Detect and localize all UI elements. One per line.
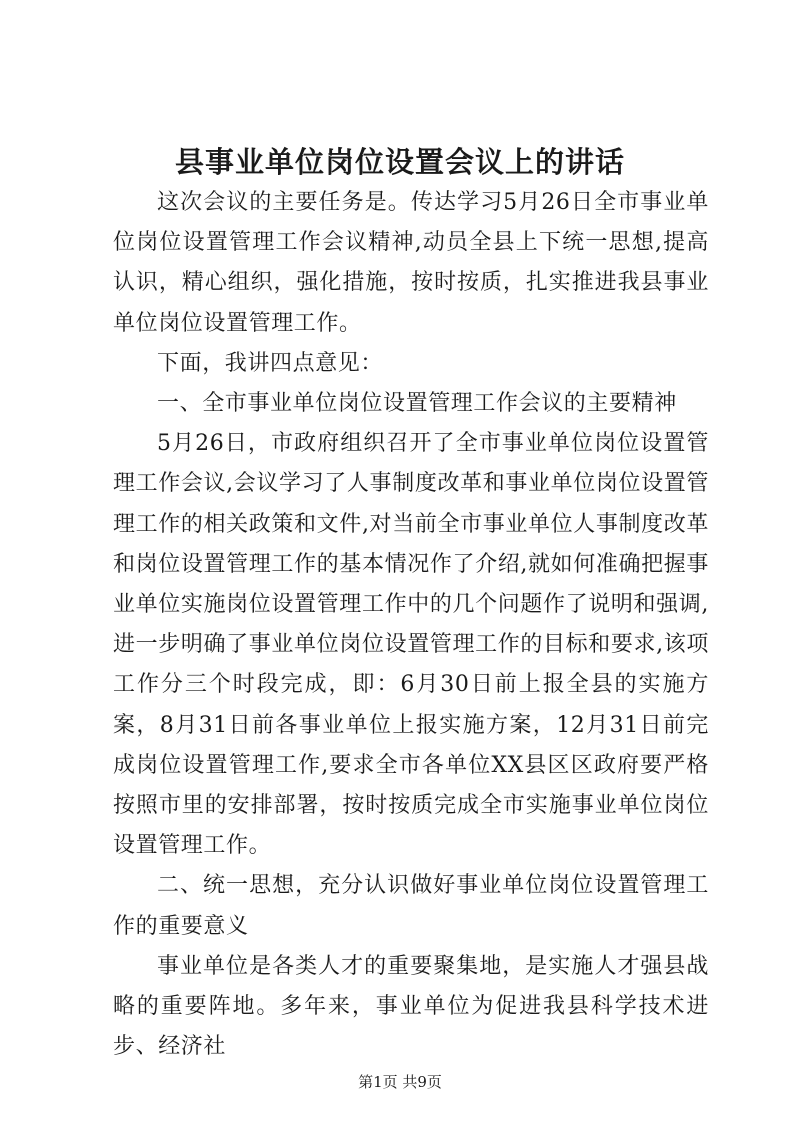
page-footer: 第1页 共9页 [358,1073,442,1091]
document-body [113,183,709,1067]
paragraph-intro: 这次会议的主要任务是。传达学习5月26日全市事业单位岗位设置管理工作会议精神,动员全县上下统一思想,提高认识，精心组织，强化措施，按时按质，扎实推进我县事业单位岗位设置管理工作。 [113,190,709,336]
paragraph-outline: 下面，我讲四点意见： [157,350,384,376]
section-heading-2: 二、统一思想，充分认识做好事业单位岗位设置管理工作的重要意义 [113,873,709,939]
document-title: 县事业单位岗位设置会议上的讲话 [174,145,625,179]
paragraph-section-1: 5月26日，市政府组织召开了全市事业单位岗位设置管理工作会议,会议学习了人事制度改革和事业单位岗位设置管理工作的相关政策和文件,对当前全市事业单位人事制度改革和岗位设置管理工作的基本情况作了介绍,就如何准确把握事业单位实施岗位设置管理工作中的几个问题作了说明和强调,进一步明确了事业单位岗位设置管理工作的目标和要求,该项工作分三个时段完成，即：6月30日前上报全县的实施方案，8月31日前各事业单位上报实施方案，12月31日前完成岗位设置管理工作,要求全市各单位XX县区区政府要严格按照市里的安排部署，按时按质完成全市实施事业单位岗位设置管理工作。 [113,431,709,859]
section-heading-1: 一、全市事业单位岗位设置管理工作会议的主要精神 [157,391,677,417]
paragraph-section-2: 事业单位是各类人才的重要聚集地，是实施人才强县战略的重要阵地。多年来，事业单位为促进我县科学技术进步、经济社 [113,953,709,1060]
